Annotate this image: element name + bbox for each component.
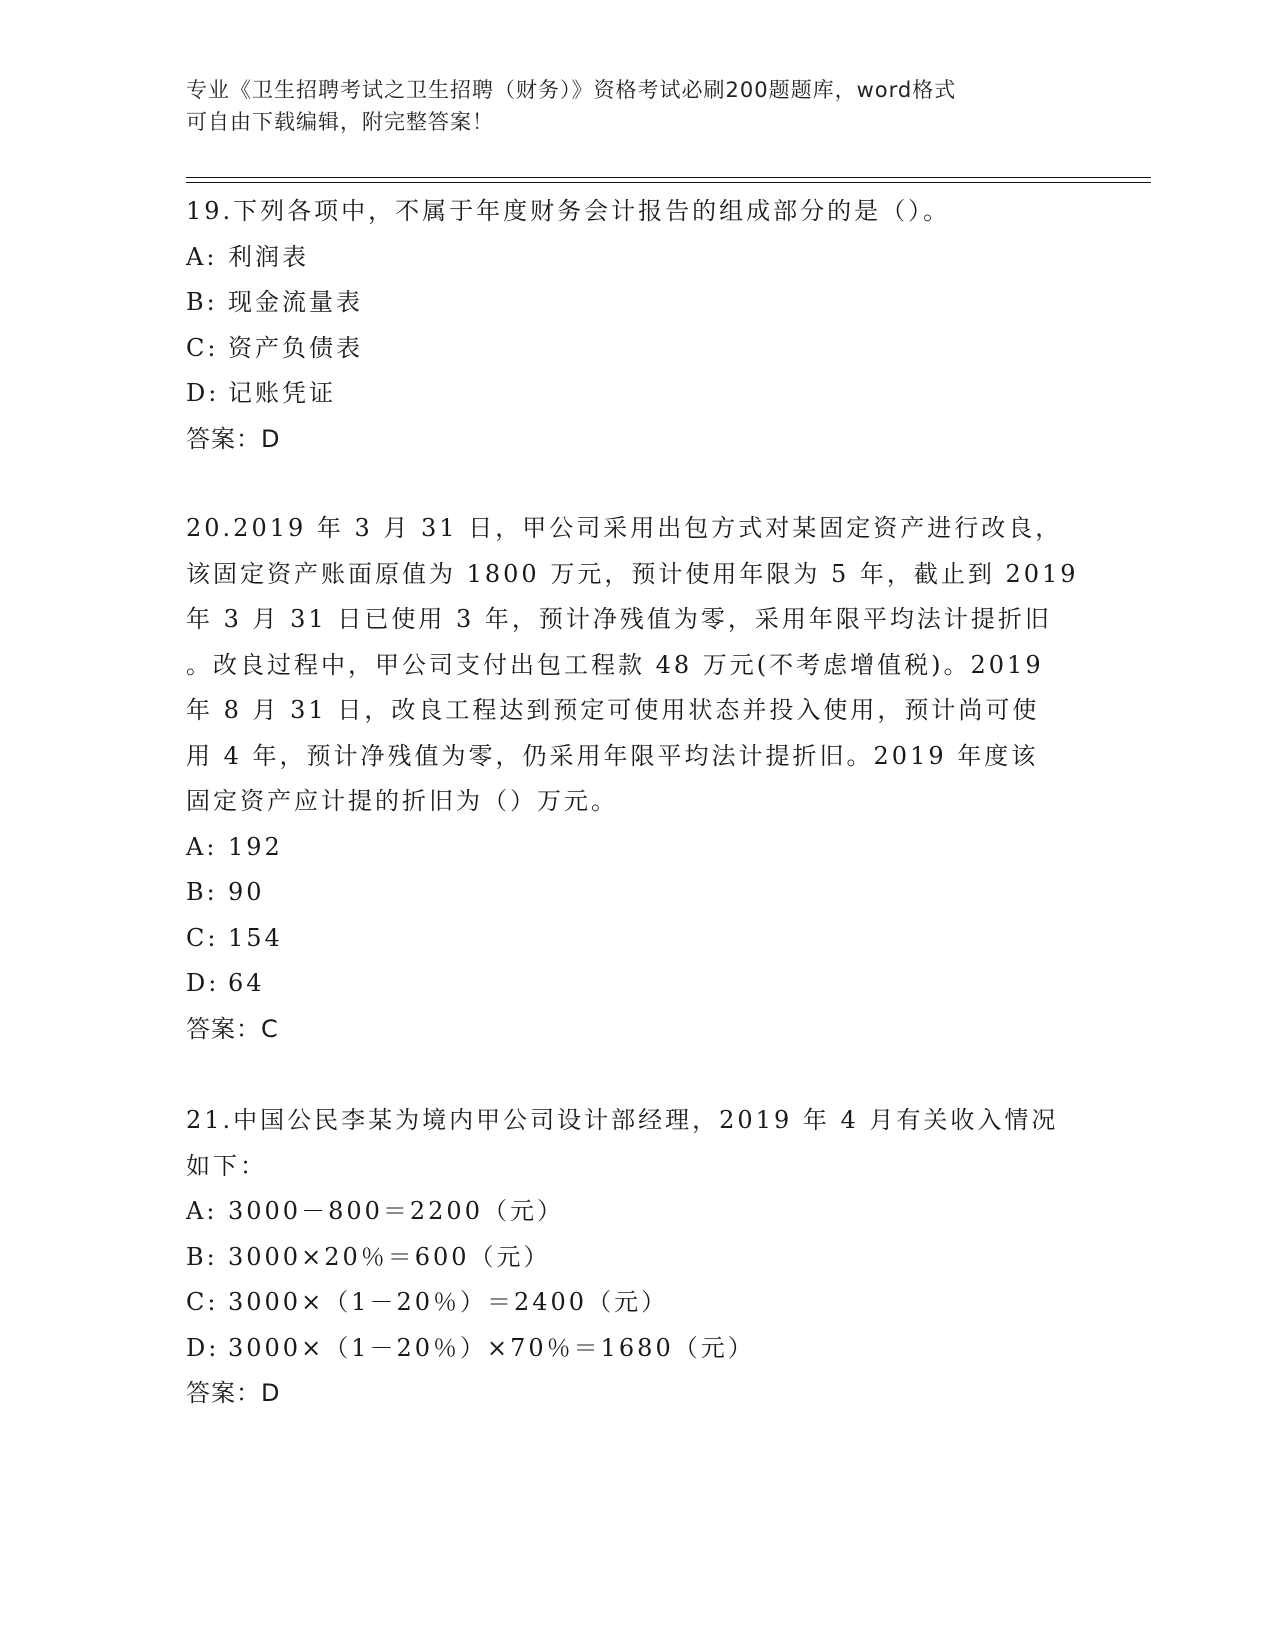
answer: 答案：C — [186, 1014, 279, 1043]
header-rule-bottom — [186, 182, 1151, 183]
option-text: 3000－800＝2200（元） — [228, 1197, 564, 1225]
answer: 答案：D — [186, 1379, 281, 1407]
document-header — [186, 74, 1086, 138]
option-key: B: — [186, 878, 218, 906]
option-key: C: — [186, 333, 219, 362]
question-text-line: 该固定资产账面原值为 1800 万元，预计使用年限为 5 年，截止到 2019 — [186, 559, 1079, 588]
header-line-1: 专业《卫生招聘考试之卫生招聘（财务）》资格考试必刷200题题库，word格式 — [186, 78, 957, 102]
option-b — [186, 1235, 1086, 1281]
option-a — [186, 235, 1086, 281]
option-c — [186, 916, 1086, 962]
option-key: B: — [186, 1242, 218, 1271]
option-c — [186, 1280, 1086, 1326]
question-text-line: 年 8 月 31 日，改良工程达到预定可使用状态并投入使用，预计尚可使 — [186, 696, 1040, 724]
option-a — [186, 825, 1086, 871]
option-text: 3000×（1－20％）＝2400（元） — [228, 1288, 669, 1316]
option-key: D: — [186, 969, 220, 997]
option-text: 3000×20％＝600（元） — [228, 1242, 551, 1271]
option-c — [186, 326, 1086, 372]
question-text-line: 固定资产应计提的折旧为（）万元。 — [186, 787, 618, 815]
question-text-line: 20.2019 年 3 月 31 日，甲公司采用出包方式对某固定资产进行改良， — [186, 514, 1063, 542]
option-key: C: — [186, 1288, 219, 1316]
question-text-line: 如下： — [186, 1151, 267, 1180]
option-key: C: — [186, 923, 219, 952]
option-key: A: — [186, 1197, 218, 1225]
option-text: 64 — [228, 969, 265, 997]
question-text-line: 21.中国公民李某为境内甲公司设计部经理，2019 年 4 月有关收入情况 — [186, 1106, 1059, 1134]
question-20 — [186, 506, 1086, 1052]
option-text: 现金流量表 — [228, 288, 363, 316]
option-d — [186, 371, 1086, 417]
question-19 — [186, 189, 1086, 462]
question-21 — [186, 1098, 1086, 1417]
option-b — [186, 280, 1086, 326]
option-text: 资产负债表 — [228, 333, 363, 362]
option-text: 利润表 — [228, 242, 309, 271]
question-text-line: 用 4 年，预计净残值为零，仍采用年限平均法计提折旧。2019 年度该 — [186, 741, 1039, 770]
question-text: 19.下列各项中，不属于年度财务会计报告的组成部分的是（）。 — [186, 197, 951, 225]
option-d — [186, 961, 1086, 1007]
option-text: 154 — [228, 923, 283, 952]
answer: 答案：D — [186, 424, 281, 453]
option-d — [186, 1326, 1086, 1372]
option-text: 记账凭证 — [228, 379, 336, 407]
option-text: 3000×（1－20％）×70％＝1680（元） — [228, 1333, 755, 1362]
option-key: D: — [186, 379, 220, 407]
option-text: 192 — [228, 832, 283, 861]
question-text-line: 。改良过程中，甲公司支付出包工程款 48 万元(不考虑增值税)。2019 — [186, 650, 1044, 679]
header-rule-top — [186, 177, 1151, 178]
option-key: B: — [186, 288, 218, 316]
header-line-2: 可自由下载编辑，附完整答案！ — [186, 110, 494, 134]
option-b — [186, 870, 1086, 916]
question-text-line: 年 3 月 31 日已使用 3 年，预计净残值为零，采用年限平均法计提折旧 — [186, 605, 1052, 633]
option-key: D: — [186, 1333, 220, 1362]
option-key: A: — [186, 242, 218, 271]
option-key: A: — [186, 832, 218, 861]
option-a — [186, 1189, 1086, 1235]
option-text: 90 — [228, 878, 265, 906]
